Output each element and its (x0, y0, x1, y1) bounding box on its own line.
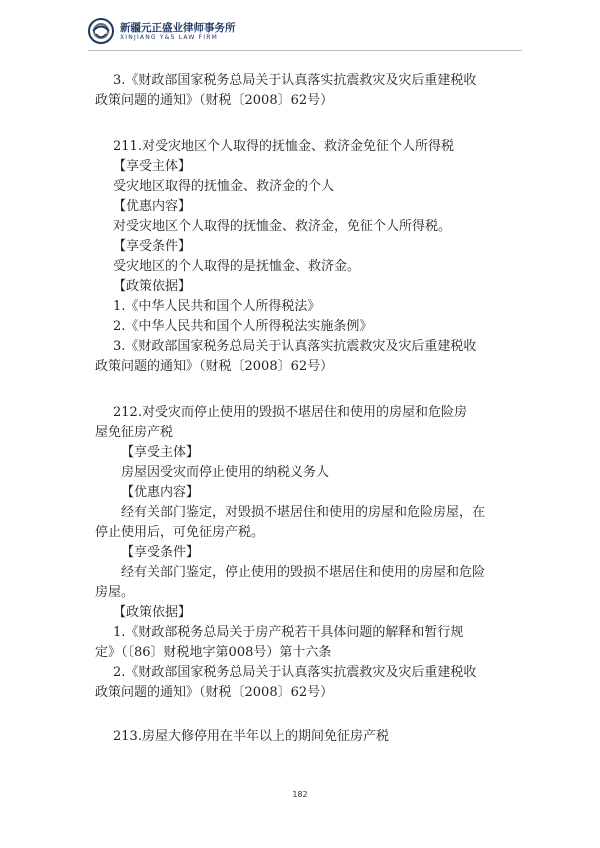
firm-logo-icon (88, 18, 114, 44)
header-divider (88, 50, 522, 51)
text-line: 【享受主体】 (121, 445, 200, 460)
document-body (95, 71, 520, 747)
page-number: 182 (292, 790, 308, 799)
text-line: 2.《中华人民共和国个人所得税法实施条例》 (113, 319, 373, 334)
text-line: 【优惠内容】 (121, 485, 200, 500)
text-line: 受灾地区的个人取得的是抚恤金、救济金。 (113, 259, 361, 274)
text-line: 房屋。 (95, 585, 135, 600)
page-header (88, 18, 528, 50)
text-line: 停止使用后，可免征房产税。 (95, 525, 265, 540)
text-line: 【政策依据】 (113, 279, 192, 294)
text-line: 【政策依据】 (113, 605, 192, 620)
text-line: 1.《财政部税务总局关于房产税若干具体问题的解释和暂行规 (113, 625, 464, 640)
firm-name-cn: 新疆元正盛业律师事务所 (120, 22, 236, 34)
text-line: 【享受条件】 (113, 239, 192, 254)
text-line: 经有关部门鉴定，停止使用的毁损不堪居住和使用的房屋和危险 (121, 565, 486, 580)
section-heading: 屋免征房产税 (95, 425, 174, 440)
text-line: 经有关部门鉴定，对毁损不堪居住和使用的房屋和危险房屋，在 (121, 505, 486, 520)
text-line: 受灾地区取得的抚恤金、救济金的个人 (113, 179, 335, 194)
text-line: 【享受条件】 (121, 545, 200, 560)
text-line: 【享受主体】 (113, 159, 192, 174)
section-heading: 212.对受灾而停止使用的毁损不堪居住和使用的房屋和危险房 (113, 405, 467, 420)
text-line: 1.《中华人民共和国个人所得税法》 (113, 299, 321, 314)
text-line: 政策问题的通知》（财税〔2008〕62号） (95, 93, 334, 108)
firm-name-en: XINJIANG Y&S LAW FIRM (120, 34, 218, 41)
section-heading: 211.对受灾地区个人取得的抚恤金、救济金免征个人所得税 (113, 139, 454, 154)
text-line: 3.《财政部国家税务总局关于认真落实抗震救灾及灾后重建税收 (113, 73, 477, 88)
text-line: 政策问题的通知》（财税〔2008〕62号） (95, 685, 334, 700)
text-line: 对受灾地区个人取得的抚恤金、救济金，免征个人所得税。 (113, 219, 452, 234)
text-line: 房屋因受灾而停止使用的纳税义务人 (121, 465, 330, 480)
section-heading: 213.房屋大修停用在半年以上的期间免征房产税 (113, 729, 389, 744)
text-line: 3.《财政部国家税务总局关于认真落实抗震救灾及灾后重建税收 (113, 339, 477, 354)
text-line: 政策问题的通知》（财税〔2008〕62号） (95, 359, 334, 374)
text-line: 定》（〔86〕财税地字第008号）第十六条 (95, 645, 332, 660)
text-line: 【优惠内容】 (113, 199, 192, 214)
text-line: 2.《财政部国家税务总局关于认真落实抗震救灾及灾后重建税收 (113, 665, 477, 680)
